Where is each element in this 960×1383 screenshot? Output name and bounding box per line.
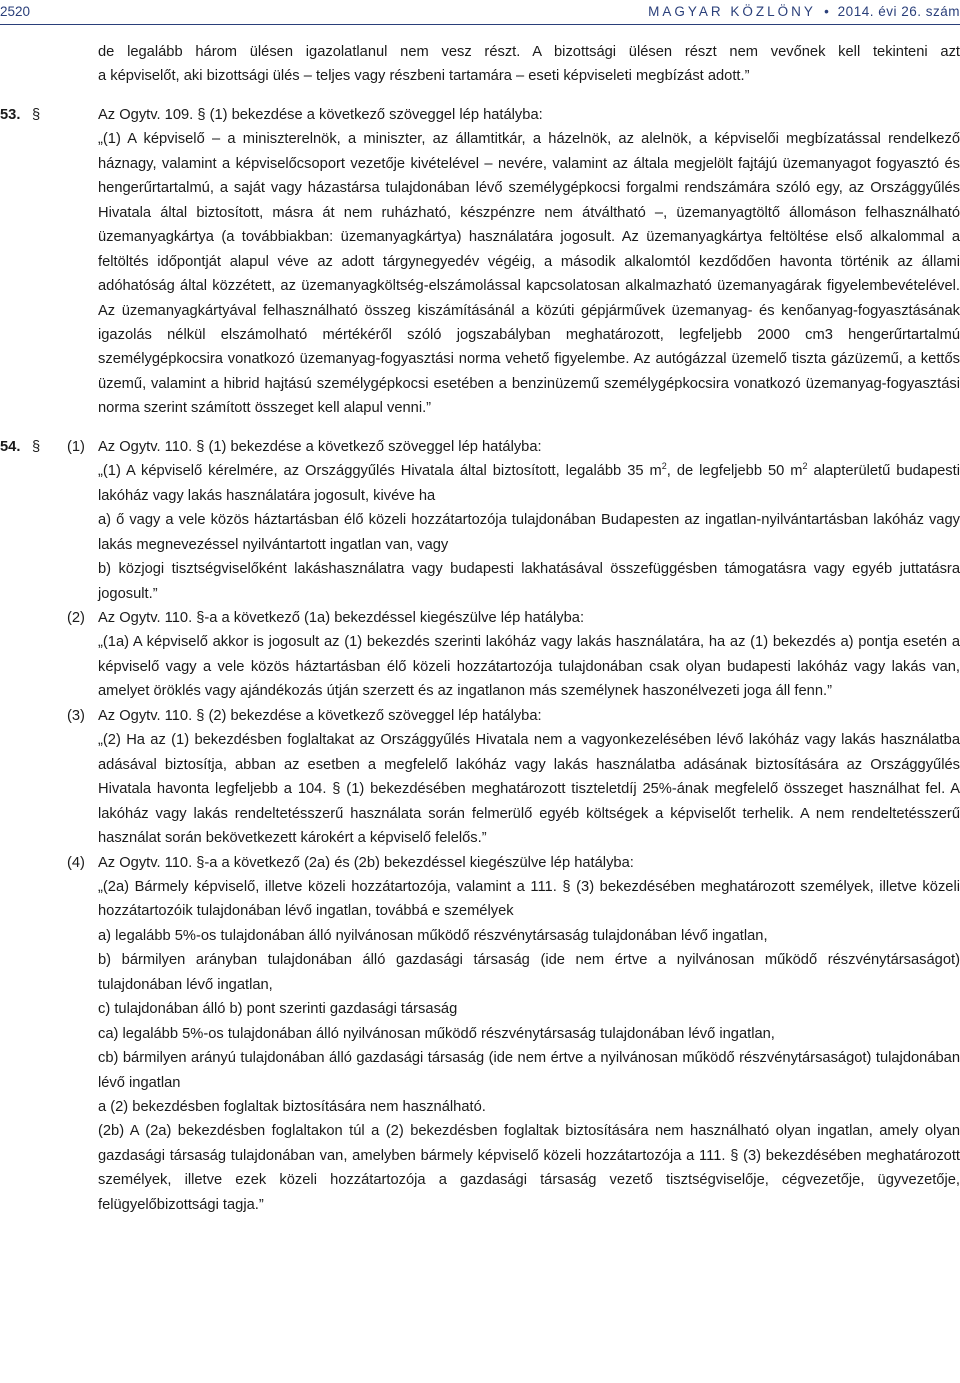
superscript: 2 <box>661 461 667 472</box>
subsection-heading: Az Ogytv. 110. § (2) bekezdése a következő szöveggel lép hatályba: <box>98 707 542 724</box>
header-divider <box>0 24 960 25</box>
section-heading: Az Ogytv. 109. § (1) bekezdése a következő szöveggel lép hatályba: <box>98 106 543 123</box>
subsection-number: (4) <box>67 854 85 871</box>
point-b: b) közjogi tisztségviselőként lakáshasználatra vagy budapesti lakhatásával összefüggésben támogatásra vagy egyéb juttatásra jogosult.” <box>98 561 960 602</box>
section-54 <box>0 435 960 1218</box>
point-a: a) legalább 5%-os tulajdonában álló nyilvánosan működő részvénytársaság tulajdonában lévő ingatlan, <box>98 927 768 944</box>
section-symbol: § <box>32 438 41 455</box>
journal-title: MAGYAR KÖZLÖNY <box>648 4 816 19</box>
closing-line: a (2) bekezdésben foglaltak biztosítására nem használható. <box>98 1099 486 1116</box>
page-header <box>0 0 960 24</box>
section-body: „(1) A képviselő – a miniszterelnök, a miniszter, az államtitkár, a házelnök, az alelnök, a képviselői megbízatással rendelkező háznagy, valamint a képviselőcsoport vezetője kivételével – nevére, valamint az általa megjelölt fajtájú üzemanyagot fogyasztó és hengerűrtartalmú, a saját vagy házastársa tulajdonában lévő személygépkocsi forgalmi rendszámára szóló egy, az Országgyűlés Hivatala által biztosított, másra át nem ruházható, készpénzre nem átváltható –, üzemanyagtöltő állomáson felhasználható üzemanyagkártya (a továbbiakban: üzemanyagkártya) használatára jogosult. Az üzemanyagkártya feltöltése első alkalommal a feltöltés időpontját alapul véve az adott tárgynegyedév végéig, a második alkalomtól kezdődően havonta történik az állami adóhatóság által közzétett, az üzemanyagköltség-elszámolással kapcsolatosan alkalmazható üzemanyagárak figyelembevételével. Az üzemanyagkártyával felhasználható összeg kiszámításánál a közúti gépjárművek üzemanyag- és kenőanyag-fogyasztásának igazolás nélkül elszámolható mértékéről szóló jogszabályban meghatározott, legfeljebb 2000 cm3 hengerűrtartalmú személygépkocsira vonatkozó üzemanyag-fogyasztási norma vehető figyelembe. Az autógázzal üzemelő tiszta gázüzemű, a kettős üzemű, valamint a hibrid hajtású személygépkocsi esetében a benzinüzemű személygépkocsira vonatkozó üzemanyag-fogyasztási norma szerint számított összeget kell alapul venni.” <box>98 131 960 417</box>
intro-line-1: de legalább három ülésen igazolatlanul nem vesz részt. A bizottsági ülésen részt nem vevőnek kell tekinteni azt <box>98 44 960 60</box>
subsection-1 <box>67 435 960 606</box>
section-number: 53. <box>0 106 21 123</box>
subsection-number: (2) <box>67 609 85 626</box>
subsection-number: (3) <box>67 707 85 724</box>
page-number: 2520 <box>0 4 31 19</box>
paragraph-2b: (2b) A (2a) bekezdésben foglaltakon túl a (2) bekezdésben foglaltak biztosítására nem használható olyan ingatlan, amely olyan gazdasági társaság tulajdonában van, amelyben bármely képviselő közeli hozzátartozója a 111. § (3) bekezdésében meghatározott személyek, illetve ezek közeli hozzátartozója a gazdasági társaság vezető tisztségviselője, cégvezetője, ügyvezetője, felügyelőbizottsági tagja.” <box>98 1123 960 1213</box>
journal-issue-line <box>648 4 960 19</box>
subsection-4 <box>67 851 960 1218</box>
subsection-heading: Az Ogytv. 110. § (1) bekezdése a következő szöveggel lép hatályba: <box>98 438 542 455</box>
point-cb: cb) bármilyen arányú tulajdonában álló gazdasági társaság (ide nem értve a nyilvánosan működő részvénytársaságot) tulajdonában lévő ingatlan <box>98 1050 960 1091</box>
paragraph-1: „(1) A képviselő kérelmére, az Országgyűlés Hivatala által biztosított, legalább 35 $m^2$, de legfeljebb 50 $m^2$ alapterületű budapesti lakóház vagy lakás használatára jogosult, kivéve ha <box>98 461 960 504</box>
subsection-heading: Az Ogytv. 110. §-a a következő (2a) és (2b) bekezdéssel kiegészülve lép hatályba: <box>98 854 634 871</box>
point-b: b) bármilyen arányban tulajdonában álló gazdasági társaság (ide nem értve a nyilvánosan működő részvénytársaságot) tulajdonában lévő ingatlan, <box>98 952 960 993</box>
subsection-2 <box>67 606 960 704</box>
subsection-body: „(1a) A képviselő akkor is jogosult az (1) bekezdés szerinti lakóház vagy lakás használatára, ha az (1) bekezdés a) pontja esetén a képviselő vagy a vele közös háztartásban élő közeli hozzátartozója tulajdonában csak olyan budapesti lakóház vagy lakás van, amelyet öröklés vagy ajándékozás útján szerzett és az ingatlanon más személynek haszonélvezeti joga áll fenn.” <box>98 634 960 700</box>
superscript: 2 <box>802 461 808 472</box>
point-c: c) tulajdonában álló b) pont szerinti gazdasági társaság <box>98 1001 458 1018</box>
header-bullet: • <box>824 4 830 19</box>
point-ca: ca) legalább 5%-os tulajdonában álló nyilvánosan működő részvénytársaság tulajdonában lévő ingatlan, <box>98 1025 775 1042</box>
section-number: 54. <box>0 438 21 455</box>
subsection-heading: Az Ogytv. 110. §-a a következő (1a) bekezdéssel kiegészülve lép hatályba: <box>98 609 585 626</box>
point-a: a) ő vagy a vele közös háztartásban élő közeli hozzátartozója tulajdonában Budapesten az ingatlan-nyilvántartásban lakóház vagy lakás megnevezéssel nyilvántartott ingatlan van, vagy <box>98 512 960 553</box>
section-symbol: § <box>32 106 41 123</box>
subsection-body: „(2) Ha az (1) bekezdésben foglaltakat az Országgyűlés Hivatala nem a vagyonkezelésében lévő lakóház vagy lakás használatba adásával biztosítja, abban az esetben a megfelelő lakóház vagy lakás használatba adásának biztosítására az Országgyűlés Hivatala havonta legfeljebb a 104. § (1) bekezdésében meghatározott tiszteletdíj 25%-ának megfelelő összeget használhat fel. A lakóház vagy lakás rendeltetésszerű használata során felmerülő egyéb költségek a képviselőt terhelik. A nem rendeltetésszerű használat során bekövetkezett károkért a képviselő felelős.” <box>98 732 960 847</box>
paragraph-2a: „(2a) Bármely képviselő, illetve közeli hozzátartozója, valamint a 111. § (3) bekezdésében meghatározott személyek, illetve közeli hozzátartozóik tulajdonában lévő ingatlan, továbbá e személyek <box>98 878 960 920</box>
issue-number: 2014. évi 26. szám <box>837 4 960 19</box>
subsection-number: (1) <box>67 438 85 455</box>
section-53 <box>0 103 960 421</box>
subsection-3 <box>67 704 960 851</box>
intro-line-2: a képviselőt, aki bizottsági ülés – teljes vagy részbeni tartamára – eseti képviseleti megbízást adott.” <box>98 68 750 85</box>
document-body <box>0 40 960 1217</box>
